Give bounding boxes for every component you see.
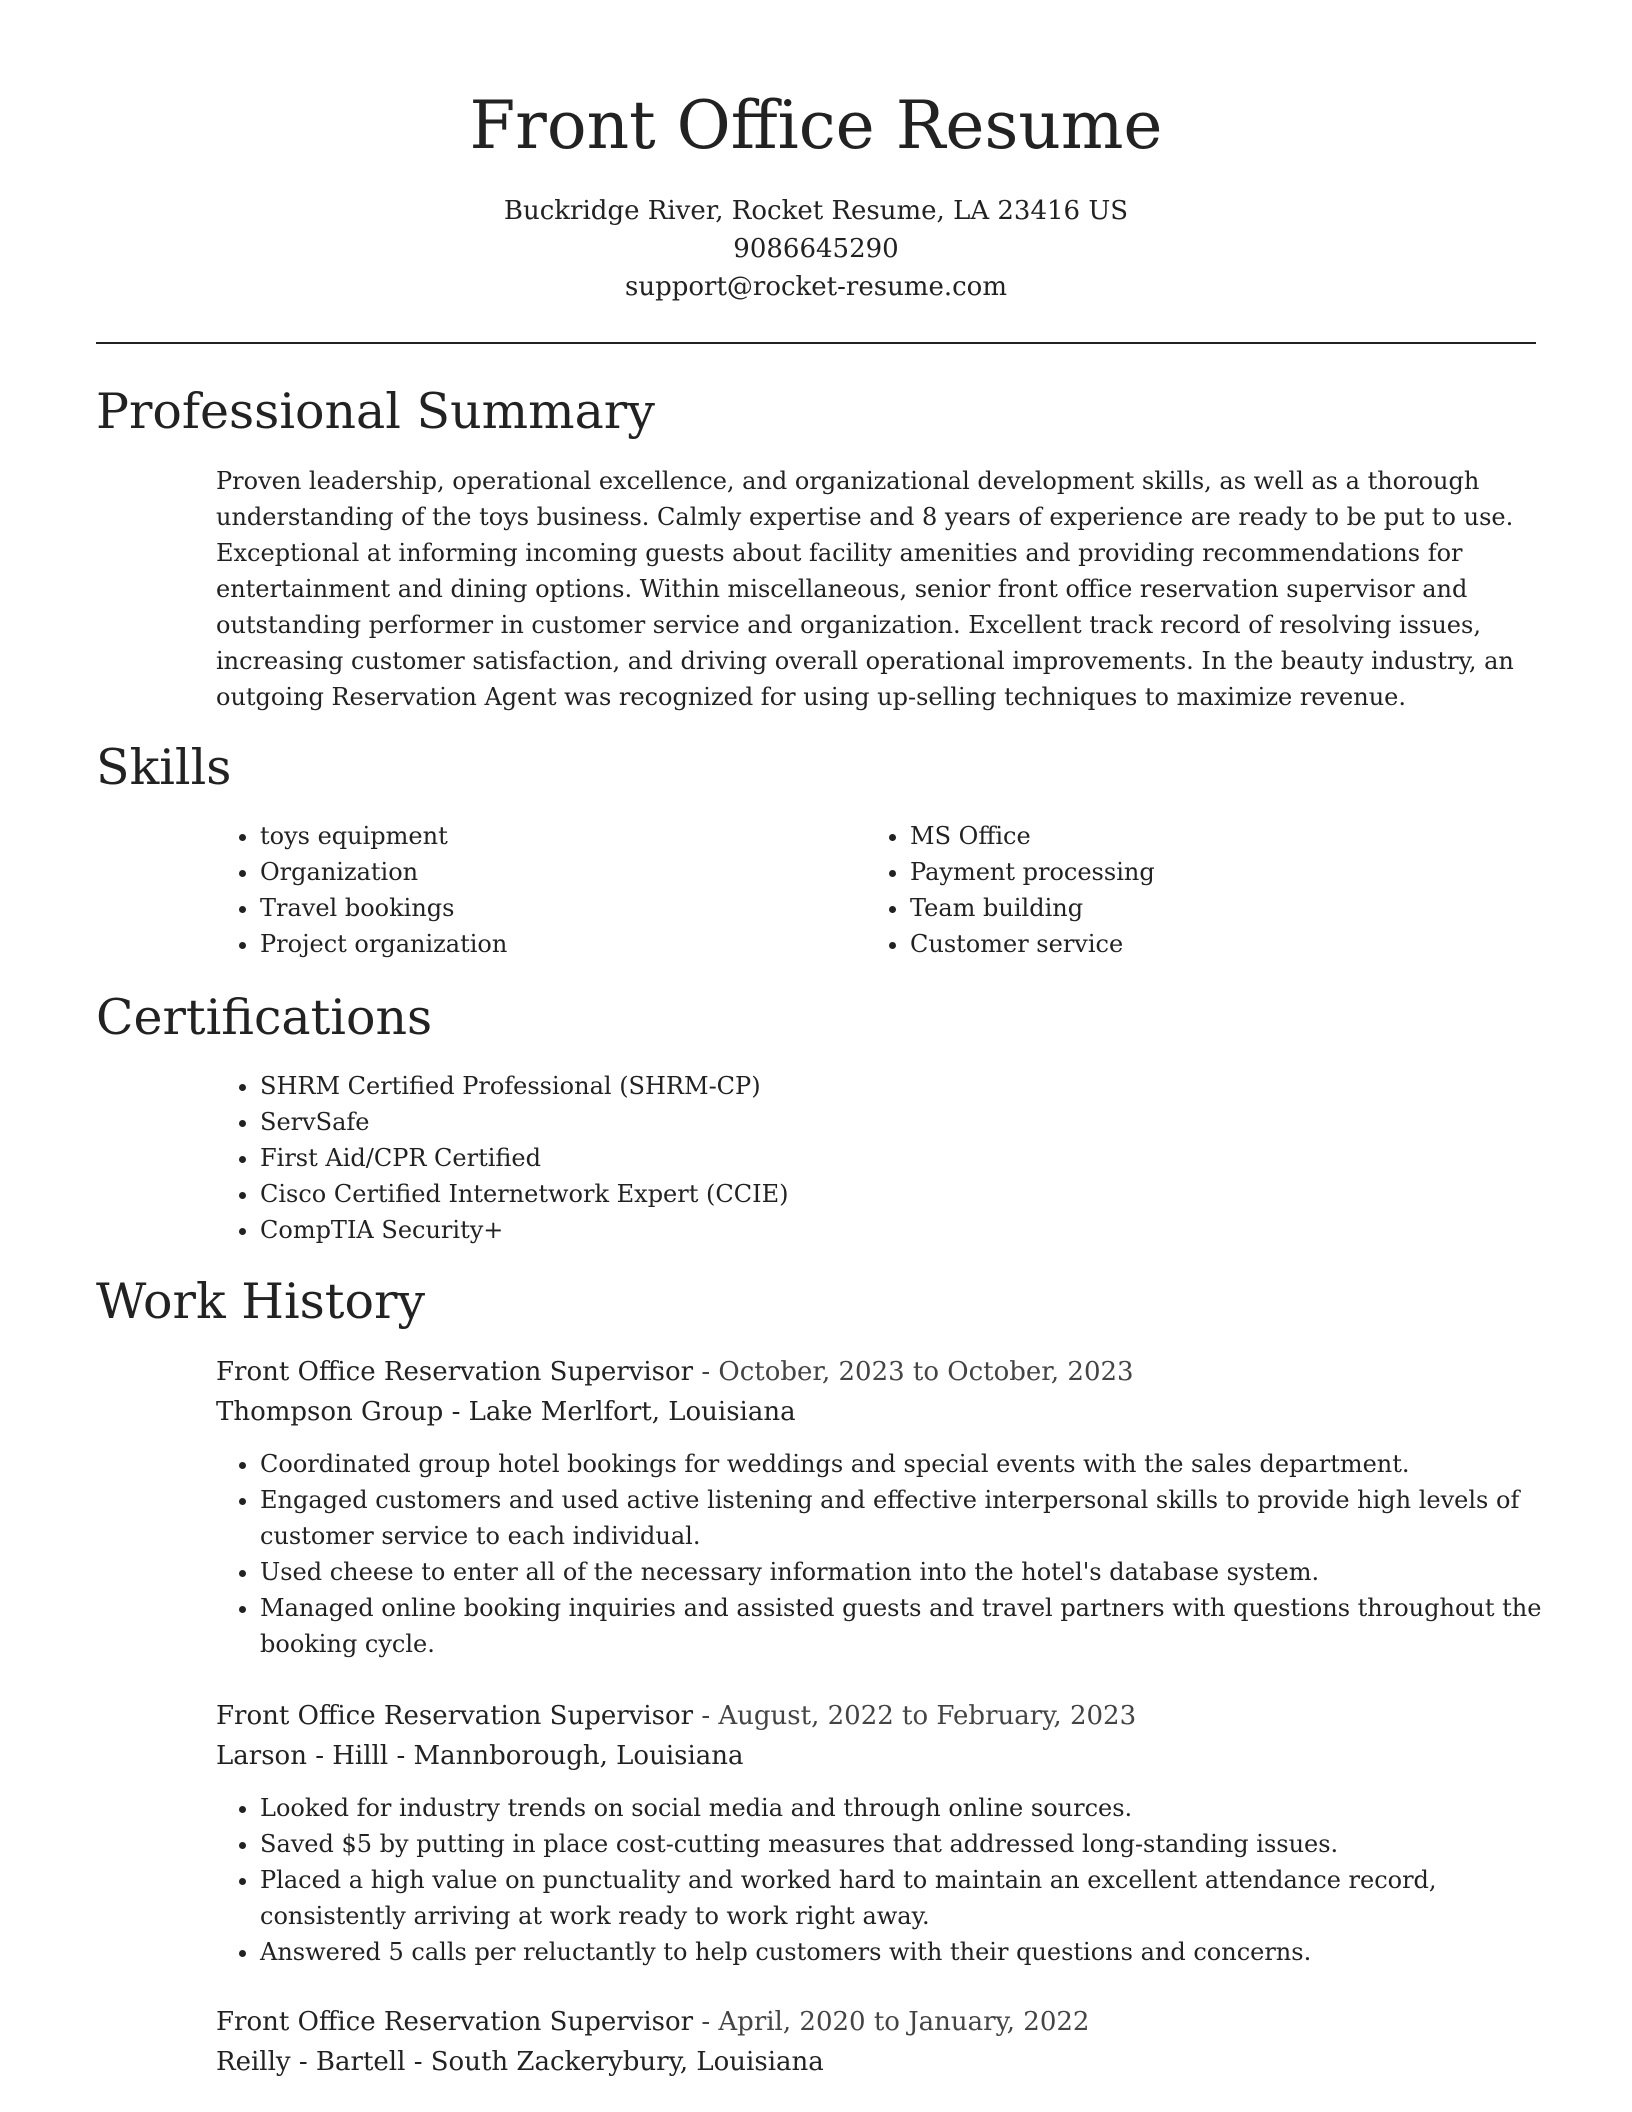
certification-item: • Cisco Certified Internetwork Expert (CCIE) (260, 1176, 1560, 1212)
job-company: Larson - Hilll (216, 1741, 389, 1771)
certification-item: • CompTIA Security+ (260, 1212, 1560, 1248)
resume-title: Front Office Resume (469, 87, 1163, 164)
job-1-company-line (216, 1392, 796, 1432)
job-3-company-line (216, 2042, 824, 2082)
job-bullet: • Saved $5 by putting in place cost-cutting measures that addressed long-standing issues. (260, 1826, 1552, 1862)
job-bullet: • Looked for industry trends on social media and through online sources. (260, 1790, 1552, 1826)
skill-item: • Customer service (910, 926, 1510, 962)
job-2-title-line (216, 1696, 1136, 1736)
contact-block (0, 192, 1632, 306)
contact-phone: 9086645290 (733, 234, 899, 264)
skill-item: • toys equipment (260, 818, 820, 854)
skills-list-right (866, 818, 1510, 962)
skill-item: • Team building (910, 890, 1510, 926)
job-2-bullets (216, 1790, 1552, 1970)
skill-item: • Organization (260, 854, 820, 890)
job-bullet: • Used cheese to enter all of the necessary information into the hotel's database system. (260, 1554, 1552, 1590)
summary-text: Proven leadership, operational excellence, and organizational development skills, as well as a thorough understanding of the toys business. Calmly expertise and 8 years of experience are ready to be put to use. Exceptional at informing incoming guests about facility amenities and providing recommendations for entertainment and dining options. Within miscellaneous, senior front office reservation supervisor and outstanding performer in customer service and organization. Excellent track record of resolving issues, increasing customer satisfaction, and driving overall operational improvements. In the beauty industry, an outgoing Reservation Agent was recognized for using up-selling techniques to maximize revenue. (216, 467, 1514, 711)
job-location: - Mannborough, Louisiana (396, 1741, 744, 1771)
job-2-company-line (216, 1736, 744, 1776)
certification-item: • SHRM Certified Professional (SHRM-CP) (260, 1068, 1560, 1104)
certification-item: • ServSafe (260, 1104, 1560, 1140)
header-divider (96, 342, 1536, 344)
work-history-heading: Work History (96, 1273, 426, 1330)
skill-item: • MS Office (910, 818, 1510, 854)
job-company: Reilly - Bartell (216, 2047, 406, 2077)
skill-item: • Payment processing (910, 854, 1510, 890)
job-dates: - April, 2020 to January, 2022 (701, 2007, 1090, 2037)
summary-heading: Professional Summary (96, 383, 655, 440)
job-1-bullets (216, 1446, 1552, 1662)
skill-item: • Project organization (260, 926, 820, 962)
job-3-title-line (216, 2002, 1089, 2042)
job-role: Front Office Reservation Supervisor (216, 1357, 694, 1387)
job-role: Front Office Reservation Supervisor (216, 1701, 694, 1731)
job-dates: - August, 2022 to February, 2023 (701, 1701, 1137, 1731)
job-role: Front Office Reservation Supervisor (216, 2007, 694, 2037)
certifications-heading: Certifications (96, 989, 433, 1046)
certifications-list (216, 1068, 1560, 1248)
job-bullet: • Placed a high value on punctuality and worked hard to maintain an excellent attendance record, consistently arriving at work ready to work right away. (260, 1862, 1552, 1934)
job-company: Thompson Group (216, 1397, 444, 1427)
job-bullet: • Engaged customers and used active listening and effective interpersonal skills to provide high levels of customer service to each individual. (260, 1482, 1552, 1554)
job-bullet: • Answered 5 calls per reluctantly to help customers with their questions and concerns. (260, 1934, 1552, 1970)
job-location: - South Zackerybury, Louisiana (413, 2047, 824, 2077)
job-bullet: • Coordinated group hotel bookings for weddings and special events with the sales department. (260, 1446, 1552, 1482)
certification-item: • First Aid/CPR Certified (260, 1140, 1560, 1176)
job-dates: - October, 2023 to October, 2023 (701, 1357, 1134, 1387)
skill-item: • Travel bookings (260, 890, 820, 926)
job-bullet: • Managed online booking inquiries and assisted guests and travel partners with questions throughout the booking cycle. (260, 1590, 1552, 1662)
job-1-title-line (216, 1352, 1134, 1392)
contact-address: Buckridge River, Rocket Resume, LA 23416 US (503, 196, 1129, 226)
skills-list-left (216, 818, 820, 962)
skills-heading: Skills (96, 739, 232, 796)
contact-email: support@rocket-resume.com (624, 272, 1007, 302)
job-location: - Lake Merlfort, Louisiana (451, 1397, 796, 1427)
